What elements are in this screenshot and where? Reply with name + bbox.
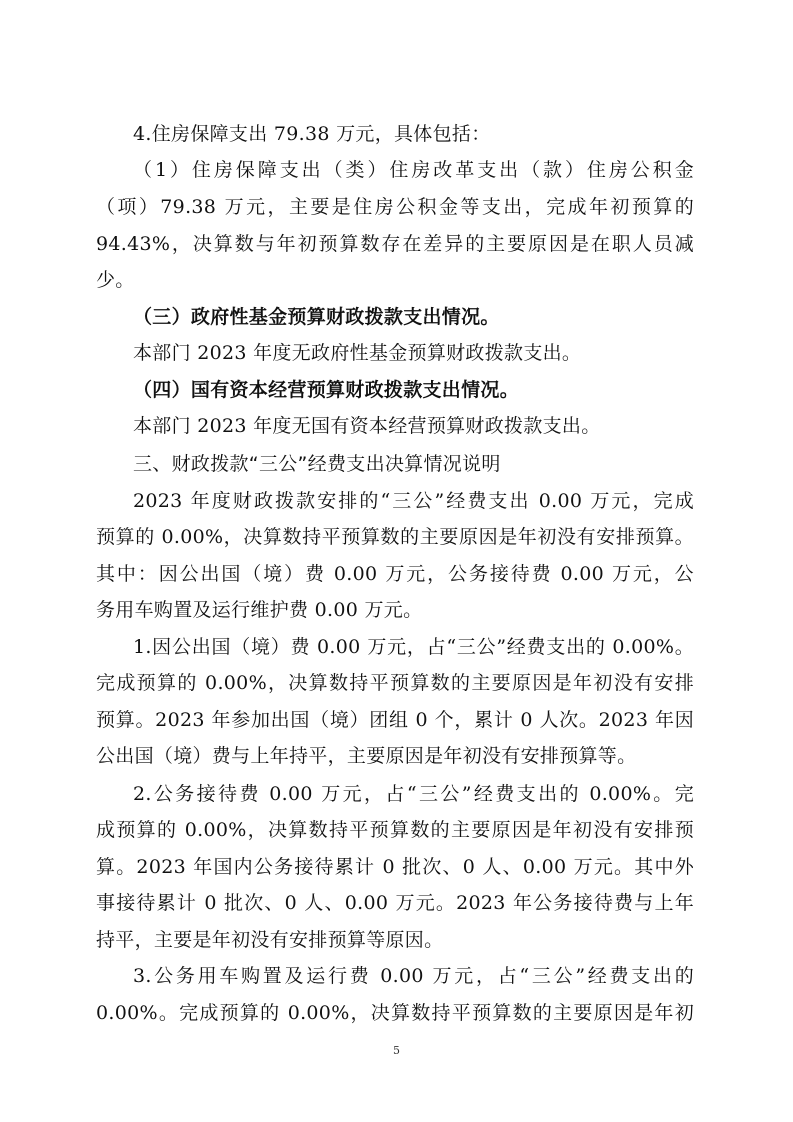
paragraph-reception-line-2: 成预算的 0.00%，决算数持平预算数的主要原因是年初没有安排预 [96, 819, 694, 841]
paragraph-three-public-line-1: 2023 年度财政拨款安排的“三公”经费支出 0.00 万元，完成 [133, 490, 694, 512]
paragraph-state-capital: 本部门 2023 年度无国有资本经营预算财政拨款支出。 [133, 415, 601, 437]
paragraph-overseas-line-2: 完成预算的 0.00%，决算数持平预算数的主要原因是年初没有安排 [96, 672, 694, 694]
paragraph-housing-detail-line-2: （项）79.38 万元，主要是住房公积金等支出，完成年初预算的 [96, 196, 694, 218]
paragraph-three-public-line-3: 其中：因公出国（境）费 0.00 万元，公务接待费 0.00 万元，公 [96, 563, 694, 585]
section-heading-state-capital: （四）国有资本经营预算财政拨款支出情况。 [133, 379, 520, 401]
section-heading-three-public: 三、财政拨款“三公”经费支出决算情况说明 [133, 453, 501, 475]
paragraph-housing-detail-line-3: 94.43%，决算数与年初预算数存在差异的主要原因是在职人员减 [96, 233, 694, 255]
paragraph-vehicle-line-2: 0.00%。完成预算的 0.00%，决算数持平预算数的主要原因是年初 [96, 1002, 694, 1024]
paragraph-overseas-line-3: 预算。2023 年参加出国（境）团组 0 个，累计 0 人次。2023 年因 [96, 709, 694, 731]
paragraph-three-public-line-4: 务用车购置及运行维护费 0.00 万元。 [96, 599, 423, 621]
paragraph-housing-detail-line-1: （1）住房保障支出（类）住房改革支出（款）住房公积金 [133, 159, 694, 181]
paragraph-reception-line-3: 算。2023 年国内公务接待累计 0 批次、0 人、0.00 万元。其中外 [96, 856, 694, 878]
paragraph-reception-line-4: 事接待累计 0 批次、0 人、0.00 万元。2023 年公务接待费与上年 [96, 892, 694, 914]
page-number: 5 [393, 1044, 400, 1057]
section-heading-government-fund: （三）政府性基金预算财政拨款支出情况。 [133, 306, 500, 328]
paragraph-three-public-line-2: 预算的 0.00%，决算数持平预算数的主要原因是年初没有安排预算。 [96, 526, 694, 548]
paragraph-overseas-line-4: 公出国（境）费与上年持平，主要原因是年初没有安排预算等。 [96, 745, 637, 767]
paragraph-overseas-line-1: 1.因公出国（境）费 0.00 万元，占“三公”经费支出的 0.00%。 [133, 636, 694, 658]
paragraph-reception-line-1: 2.公务接待费 0.00 万元，占“三公”经费支出的 0.00%。完 [133, 783, 694, 805]
paragraph-housing-detail-line-4: 少。 [96, 269, 135, 291]
paragraph-housing-heading: 4.住房保障支出 79.38 万元，具体包括： [133, 123, 491, 145]
paragraph-government-fund: 本部门 2023 年度无政府性基金预算财政拨款支出。 [133, 342, 582, 364]
paragraph-vehicle-line-1: 3.公务用车购置及运行费 0.00 万元，占“三公”经费支出的 [133, 965, 694, 987]
paragraph-reception-line-5: 持平，主要是年初没有安排预算等原因。 [96, 929, 444, 951]
